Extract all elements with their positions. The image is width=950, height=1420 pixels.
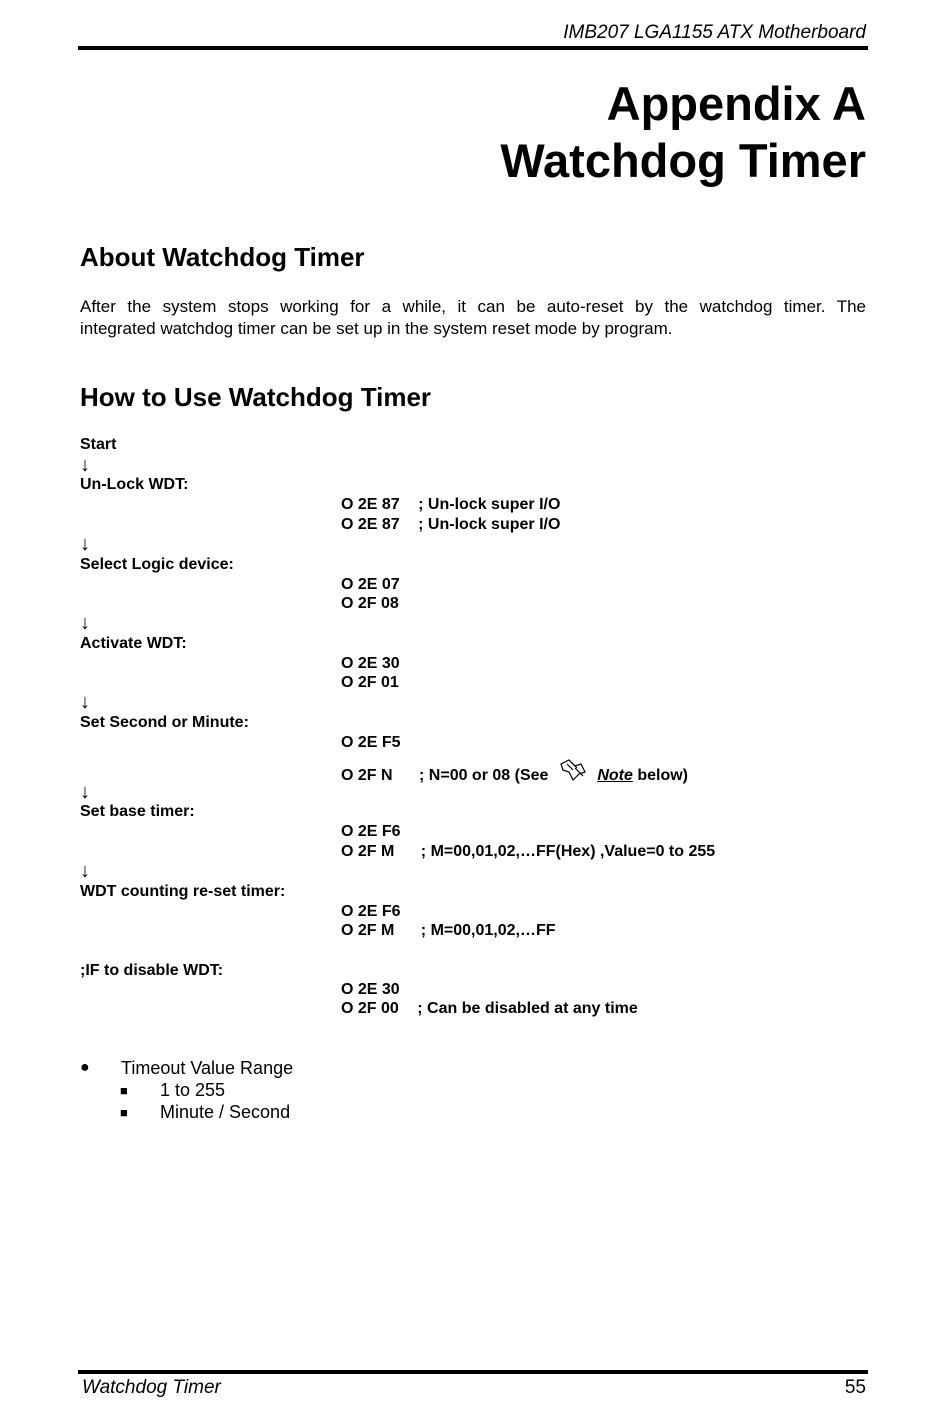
unlock-cmd-1 [341,496,560,514]
bullet-dot: ● [80,1059,90,1076]
disable-cmd-2-comment: ; Can be disabled at any time [417,1000,638,1017]
square-bullet: ■ [120,1083,128,1098]
about-heading: About Watchdog Timer [80,242,365,272]
base-cmd-2-comment: ; M=00,01,02,…FF(Hex) ,Value=0 to 255 [420,843,716,860]
second-cmd-1: O 2E F5 [341,734,401,751]
footer-rule [78,1370,868,1374]
unlock-cmd-2-code: O 2E 87 [341,516,400,533]
flow-arrow: ↓ [80,533,90,555]
step-disable-label: ;IF to disable WDT: [80,962,224,979]
base-cmd-2-code: O 2F M [341,843,395,860]
step-base-label: Set base timer: [80,803,195,820]
chapter-title: Watchdog Timer [500,134,866,187]
flow-arrow: ↓ [80,612,90,634]
unlock-cmd-1-code: O 2E 87 [341,496,400,513]
appendix-title: Appendix A [606,77,866,130]
reset-cmd-2-code: O 2F M [341,922,395,939]
bullet-main: Timeout Value Range [121,1058,294,1078]
square-bullet: ■ [120,1105,128,1120]
step-second-label: Set Second or Minute: [80,714,249,731]
reset-cmd-2-comment: ; M=00,01,02,…FF [420,922,556,939]
about-line-2: integrated watchdog timer can be set up in the system reset mode by program. [80,319,673,338]
sub-bullet-1: 1 to 255 [160,1080,226,1100]
step-select-label: Select Logic device: [80,556,234,573]
reset-cmd-1: O 2E F6 [341,903,401,920]
reset-cmd-2 [341,922,556,940]
howto-heading: How to Use Watchdog Timer [80,382,432,412]
second-cmd-2-code: O 2F N [341,767,393,784]
note-pen-icon [559,758,587,782]
note-link[interactable]: Note [597,767,633,784]
base-cmd-2 [341,843,715,861]
second-cmd-2-comment: ; N=00 or 08 (See [419,767,549,784]
footer-section: Watchdog Timer [82,1377,221,1398]
disable-cmd-2 [341,1000,638,1018]
flow-arrow: ↓ [80,454,90,476]
activate-cmd-1: O 2E 30 [341,655,400,672]
step-unlock-label: Un-Lock WDT: [80,476,189,493]
step-activate-label: Activate WDT: [80,635,187,652]
unlock-cmd-1-comment: ; Un-lock super I/O [418,496,561,513]
page-number: 55 [844,1377,866,1398]
second-cmd-2-tail: below) [637,767,689,784]
header-rule [78,46,868,50]
about-line-1: After the system stops working for a while, it can be auto-reset by the watchdog timer. The [80,297,866,316]
activate-cmd-2: O 2F 01 [341,674,399,691]
flow-arrow: ↓ [80,860,90,882]
unlock-cmd-2-comment: ; Un-lock super I/O [418,516,561,533]
select-cmd-1: O 2E 07 [341,576,400,593]
disable-cmd-2-code: O 2F 00 [341,1000,399,1017]
about-paragraph [80,296,866,340]
sub-bullet-2: Minute / Second [160,1102,291,1122]
step-reset-label: WDT counting re-set timer: [80,883,286,900]
select-cmd-2: O 2F 08 [341,595,399,612]
running-header: IMB207 LGA1155 ATX Motherboard [563,22,866,43]
flow-arrow: ↓ [80,781,90,803]
step-start: Start [80,436,117,453]
unlock-cmd-2 [341,516,560,534]
second-cmd-2 [341,758,688,785]
base-cmd-1: O 2E F6 [341,823,401,840]
flow-arrow: ↓ [80,691,90,713]
disable-cmd-1: O 2E 30 [341,981,400,998]
